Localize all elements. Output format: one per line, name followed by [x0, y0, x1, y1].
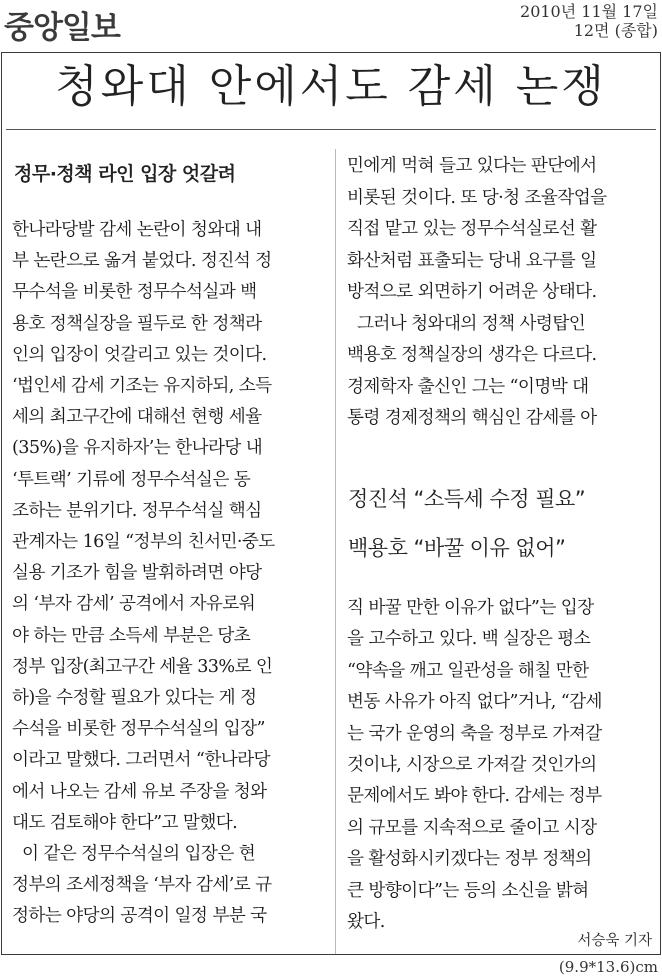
text-line: 것이냐, 시장으로 가져갈 것인가의	[347, 755, 597, 776]
text-line: 비롯된 것이다. 또 당·청 조율작업을	[347, 187, 607, 208]
text-line: 이라고 말했다. 그러면서 “한나라당	[12, 750, 270, 771]
text-line: 야 하는 만큼 소득세 부분은 당초	[12, 625, 251, 646]
text-line: 조하는 분위기다. 정무수석실 핵심	[12, 500, 262, 521]
headline-rule	[6, 129, 656, 130]
text-line: 민에게 먹혀 들고 있다는 판단에서	[347, 156, 597, 176]
column-divider	[335, 149, 336, 954]
text-line: 화산처럼 표출되는 당내 요구를 일	[347, 250, 597, 271]
text-line: 에서 나오는 감세 유보 주장을 청와	[12, 781, 267, 802]
text-line: 그러나 청와대의 정책 사령탑인	[347, 313, 586, 334]
text-line: (35%)을 유지하자’는 한나라당 내	[12, 438, 263, 459]
text-line: 직접 맡고 있는 정무수석실로선 활	[347, 219, 597, 239]
text-line: “약속을 깨고 일관성을 해칠 만한	[347, 660, 589, 681]
right-subheadline-1: 정진석 “소득세 수정 필요”	[348, 487, 586, 511]
text-line: 변동 사유가 아직 없다”거나, “감세	[347, 692, 602, 713]
text-line: 큰 방향이다”는 등의 소신을 밝혀	[347, 880, 589, 901]
text-line: 수석을 비롯한 정무수석실의 입장”	[12, 719, 265, 740]
text-line: 문제에서도 봐야 한다. 감세는 정부	[347, 786, 602, 807]
text-line: 백용호 정책실장의 생각은 다르다.	[347, 345, 597, 365]
text-line: 방적으로 외면하기 어려운 상태다.	[347, 282, 597, 302]
text-line: 부 논란으로 옮겨 붙었다. 정진석 정	[12, 251, 272, 272]
page-section: 12면 (종합)	[573, 21, 658, 40]
text-line: 의 ‘부자 감세’ 공격에서 자유로워	[12, 594, 256, 615]
text-line: 경제학자 출신인 그는 “이명박 대	[347, 376, 589, 397]
dateline	[520, 2, 658, 40]
article-headline: 청와대 안에서도 감세 논쟁	[55, 61, 607, 112]
publication-date: 2010년 11월 17일	[520, 2, 658, 21]
text-line: 인의 입장이 엇갈리고 있는 것이다.	[12, 344, 267, 365]
left-column-body	[12, 215, 275, 933]
text-line: 무수석을 비롯한 정무수석실과 백	[12, 282, 257, 303]
text-line: 정부의 조세정책을 ‘부자 감세’로 규	[12, 875, 272, 896]
text-line: 을 활성화시키겠다는 정부 정책의	[347, 849, 592, 870]
text-line: 이 같은 정무수석실의 입장은 현	[12, 844, 256, 865]
text-line: 왔다.	[347, 912, 385, 933]
left-subheadline: 정무·정책 라인 입장 엇갈려	[14, 163, 236, 185]
text-line: 대도 검토해야 한다”고 말했다.	[12, 812, 238, 833]
text-line: ‘법인세 감세 기조는 유지하되, 소득	[12, 376, 272, 397]
newspaper-logo: 중앙일보	[4, 10, 120, 46]
text-line: 용호 정책실장을 필두로 한 정책라	[12, 313, 262, 334]
text-line: 직 바꿀 만한 이유가 없다”는 입장	[347, 598, 594, 618]
text-line: 의 규모를 지속적으로 줄이고 시장	[347, 817, 597, 838]
text-line: 정하는 야당의 공격이 일정 부분 국	[12, 906, 267, 927]
clipping-size-note: (9.9*13.6)cm	[558, 958, 658, 976]
text-line: 세의 최고구간에 대해선 현행 세율	[12, 407, 262, 428]
text-line: ‘투트랙’ 기류에 정무수석실은 동	[12, 469, 251, 490]
article-clipping	[1, 52, 661, 955]
right-column-body-top	[347, 151, 607, 435]
right-column-body-bottom	[347, 593, 602, 938]
text-line: 하)을 수정할 필요가 있다는 게 정	[12, 688, 257, 709]
right-subheadline-2: 백용호 “바꿀 이유 없어”	[348, 536, 566, 560]
text-line: 실용 기조가 힘을 발휘하려면 야당	[12, 563, 262, 584]
text-line: 을 고수하고 있다. 백 실장은 평소	[347, 629, 591, 650]
text-line: 한나라당발 감세 논란이 청와대 내	[12, 220, 262, 240]
text-line: 정부 입장(최고구간 세율 33%로 인	[12, 656, 273, 677]
text-line: 는 국가 운영의 축을 정부로 가져갈	[347, 723, 602, 744]
text-line: 관계자는 16일 “정부의 친서민·중도	[12, 532, 275, 553]
text-line: 통령 경제정책의 핵심인 감세를 아	[347, 408, 597, 428]
masthead	[0, 0, 662, 52]
byline: 서승욱 기자	[577, 933, 652, 949]
